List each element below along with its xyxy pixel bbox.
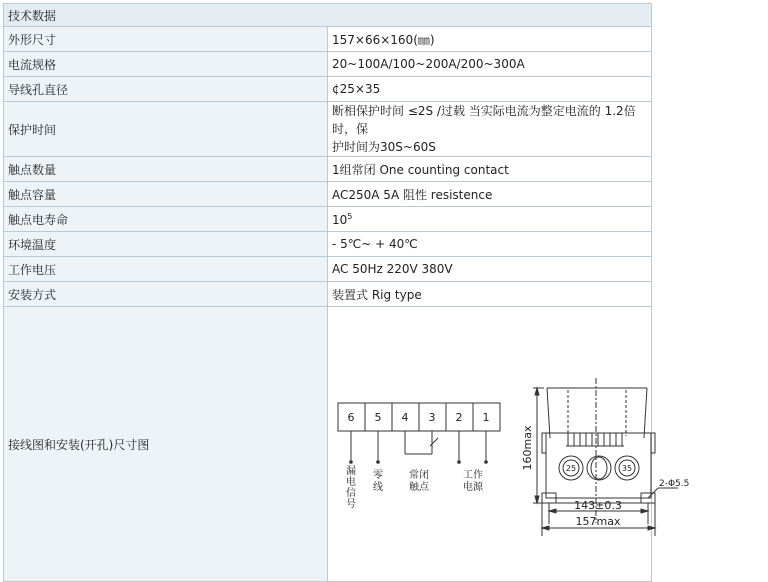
label-char: 漏 xyxy=(346,465,356,477)
row-value-line: 护时间为30S~60S xyxy=(332,140,436,154)
table-row xyxy=(4,307,652,582)
row-value: 20~100A/100~200A/200~300A xyxy=(328,52,652,77)
row-value: 157×66×160(㎜) xyxy=(328,27,652,52)
label-line: 电源 xyxy=(463,481,483,493)
table-header: 技术数据 xyxy=(4,4,652,27)
row-value xyxy=(328,102,652,157)
label-char: 零 xyxy=(373,469,383,481)
table-row xyxy=(4,77,652,102)
table-row xyxy=(4,207,652,232)
row-label: 保护时间 xyxy=(4,102,328,157)
label-char: 线 xyxy=(373,481,383,493)
label-line: 工作 xyxy=(463,469,483,481)
row-label: 电流规格 xyxy=(4,52,328,77)
width-dimensions xyxy=(542,488,678,536)
table-row xyxy=(4,232,652,257)
drawing-cell xyxy=(328,307,690,582)
row-value: 1组常闭 One counting contact xyxy=(328,157,652,182)
row-value-line: 断相保护时间 ≤2S /过载 当实际电流为整定电流的 1.2倍时，保 xyxy=(332,104,636,136)
row-value: AC 50Hz 220V 380V xyxy=(328,257,652,282)
table-row xyxy=(4,27,652,52)
table-row xyxy=(4,157,652,182)
row-label: 环境温度 xyxy=(4,232,328,257)
label-char: 号 xyxy=(346,498,356,510)
label-line: 常闭 xyxy=(409,469,429,481)
wiring-diagram xyxy=(338,403,500,461)
mount-holes-label: 2-Φ5.5 xyxy=(659,478,690,489)
row-label: 安装方式 xyxy=(4,282,328,307)
label-char: 电 xyxy=(346,476,356,488)
row-value: ¢25×35 xyxy=(328,77,652,102)
row-value: AC250A 5A 阻性 resistence xyxy=(328,182,652,207)
row-label: 触点数量 xyxy=(4,157,328,182)
row-value: 装置式 Rig type xyxy=(328,282,652,307)
row-label: 接线图和安装(开孔)尺寸图 xyxy=(4,307,328,582)
hole-spacing-label: 143±0.3 xyxy=(574,498,622,512)
table-row xyxy=(4,257,652,282)
height-label: 160max xyxy=(521,425,534,470)
label-line: 触点 xyxy=(409,481,429,493)
row-value: - 5℃~ + 40℃ xyxy=(328,232,652,257)
terminal-labels xyxy=(346,465,484,510)
label-char: 信 xyxy=(346,487,356,499)
terminal-number: 3 xyxy=(428,410,436,424)
terminal-number: 2 xyxy=(455,410,463,424)
row-value xyxy=(328,207,652,232)
table-row xyxy=(4,282,652,307)
table-row xyxy=(4,52,652,77)
spec-table xyxy=(3,3,690,582)
row-label: 触点容量 xyxy=(4,182,328,207)
wiring-and-dimension-drawing xyxy=(328,308,768,581)
row-label: 工作电压 xyxy=(4,257,328,282)
terminal-number: 6 xyxy=(347,410,355,424)
hole-mark: 25 xyxy=(565,463,577,473)
table-row xyxy=(4,182,652,207)
value-base: 10 xyxy=(332,212,348,227)
hole-marks xyxy=(566,464,632,473)
terminal-number: 1 xyxy=(482,410,490,424)
hole-mark: 35 xyxy=(621,463,633,473)
row-label: 触点电寿命 xyxy=(4,207,328,232)
width-label: 157max xyxy=(575,514,621,528)
value-superscript: 5 xyxy=(347,211,353,221)
row-label: 导线孔直径 xyxy=(4,77,328,102)
table-row xyxy=(4,102,652,157)
terminal-number: 5 xyxy=(374,410,382,424)
row-label: 外形尺寸 xyxy=(4,27,328,52)
terminal-number: 4 xyxy=(401,410,409,424)
terminal-dots xyxy=(349,460,488,464)
